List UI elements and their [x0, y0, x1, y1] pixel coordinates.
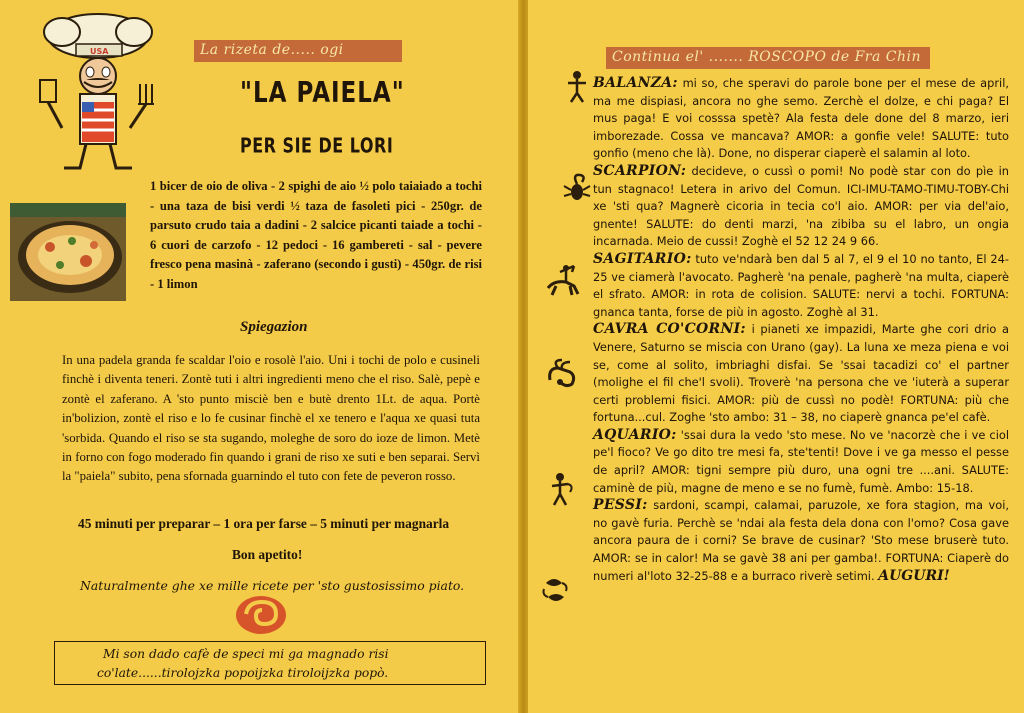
sign-text: 'ssai dura la vedo 'sto mese. No ve 'nacorzè che i ve ciol pe'l fioco? Ve go dito tre mesi fa, ste'tenti! Dove i ve ga messo el pesse de april? AMOR: tigni sempre più duro, una ogni tre ....ani. SALUTE: caminè de più, magne de meno e se no fumè, fumè. Ambo: 15-18. — [593, 427, 1009, 495]
capricorn-icon — [544, 358, 580, 392]
sign-name: CAVRA CO'CORNI: — [593, 321, 746, 338]
sign-name: BALANZA: — [593, 75, 678, 91]
horoscope-entry — [593, 427, 1009, 497]
recipe-title: "LA PAIELA" — [240, 76, 405, 110]
recipe-banner: La rizeta de..... ogi — [194, 40, 402, 62]
hat-text: USA — [90, 47, 109, 56]
footer-line-2: co'late......tirolojzka popoijzka tiroloijzka popò. — [97, 666, 389, 680]
method-heading: Spiegazion — [240, 319, 308, 335]
closing-note: Naturalmente ghe xe mille ricete per 'sto gustosissimo piato. — [80, 578, 465, 593]
aquarius-icon — [546, 472, 576, 506]
sign-name: PESSI: — [593, 497, 648, 514]
sign-name: SAGITARIO: — [593, 250, 692, 267]
horoscope-entry — [593, 75, 1009, 163]
method-text: In una padela granda fe scaldar l'oio e rosolè l'aio. Uni i tochi de polo e cusineli finchè i diventa teneri. Zontè tuti i altri ingredienti meno che el riso. Salè, pepè e zontè el zaferano. A 'sto punto misciè ben e butè drento 1Lt. de aqua. Portè in'bolizion, zontè el riso e lo fe cusinar finchè el xe tenero e l'aqua xe quasi tuta 'sorbida. Quando el riso se sta sugando, moleghe de soro do ioze de limon. Metè in forno con fogo moderado fin quando i grani de riso xe suti e ben separai. Servì la "paiela" subito, pena sfornada guarnindo el tuto con fete de peveron rosso. — [62, 353, 480, 484]
scorpio-icon — [562, 172, 592, 206]
footer-box — [54, 641, 486, 685]
sign-name: SCARPION: — [593, 162, 687, 179]
sign-name: AQUARIO: — [593, 426, 677, 443]
footer-line-1: Mi son dado cafè de speci mi ga magnado risi — [103, 647, 389, 661]
sign-text: decideve, o cussì o pomi! No podè star con do pìe in tun stagnaco! Letera in arivo del Comun. ICI-IMU-TAMO-TIMU-TOBY-Chi xe 'sti qua? Magnerè cicoria in tecia co'l aio. AMOR: per via del'aio, gnente! SALUTE: do denti marzi, 'na zibiba su el labro, un ongia incarnada. Meio de cussi! Zoghè el 52 12 24 9 66. — [593, 163, 1009, 249]
sign-text: i pianeti xe impazidi, Marte ghe cori drio a Venere, Saturno se miscia con Urano (gay). La luna xe meza piena e voi se, come al solito, imbriaghi disfai. Se 'ssai tacadizi co' el partner (molighe el fil che'l svoli). Troverè 'na persona che ve 'iuterà a superar certi problemi fisici. AMOR: più de cussì no podè! FORTUNA: più che fortuna...cul. Zoghe 'sto ambo: 31 – 38, no ciaperè gnanca pe'el cafè. — [593, 322, 1009, 425]
horoscope-entry — [593, 321, 1009, 427]
recipe-subtitle: PER SIE DE LORI — [240, 133, 394, 158]
sign-text: tuto ve'ndarà ben dal 5 al 7, el 9 el 10 no tanto, El 24-25 ve ciamerà l'avocato. Pagherè 'na penale, pagherè 'na multa, ciaperè el sfrato. AMOR: in rota de colision. SALUTE: nervi a tochi. FORTUNA: gnanca tanta, forse de più in agosto. Zoghè al 31. — [593, 251, 1009, 319]
paella-photo — [10, 203, 126, 301]
sign-text: mi so, che speravi do parole bone per el mese de april, ma me dispiasi, ancora no ghe semo. Zerchè el dolze, e chi paga? El mus paga! E voi cosssa spetè? Ala festa dele done del 8 marzo, ieri imborezade. Cossa ve mancava? AMOR: a gonfie vele! SALUTE: tuto gonfio (meno che là). Done, no disperar ciaperè el salamin al loto. — [593, 76, 1009, 161]
ingredients-text: 1 bicer de oio de oliva - 2 spighi de aio ½ polo taiaiado a tochi - una taza de bisi verdi ½ taza de fasoleti pici - 250gr. de parsuto crudo taia a dadini - 2 salcice picanti taiade a tochi - 6 cuori de carzofo - 12 pedoci - 16 gambereti - sal - pevere fresco pena masinà - zaferano (secondo i gusti) - 450gr. de risi - 1 limon — [150, 179, 482, 291]
timing-line: 45 minuti per preparar – 1 ora per farse – 5 minuti per magnarla — [78, 516, 450, 531]
horoscope-entry — [593, 251, 1009, 321]
libra-icon — [562, 69, 592, 103]
auguri-text: AUGURI! — [878, 567, 950, 584]
chef-illustration — [32, 10, 164, 180]
swirl-logo — [234, 594, 288, 636]
horoscope-entry — [593, 497, 1009, 585]
horoscope-entry — [593, 163, 1009, 251]
sagittarius-icon — [544, 262, 582, 296]
horoscope-text — [593, 75, 1009, 585]
bon-apetito: Bon apetito! — [232, 547, 303, 562]
pisces-icon — [540, 573, 570, 607]
horoscope-banner: Continua el' ....... ROSCOPO de Fra Chin — [606, 47, 930, 69]
sign-text: sardoni, scampi, calamai, paruzole, xe fora stagion, ma voi, no gavè furia. Perchè se 'ndai ala festa dela dona con l'omo? Cosa gave ancora paura de i corni? Se brave de cusinar? 'Sto mese bruserè tuto. AMOR: se in calor! Ma se gavè 38 ani per gamba!. FORTUNA: Ciaperè do numeri al'loto 32-25-88 e a burraco riverè setimi. — [593, 498, 1009, 583]
